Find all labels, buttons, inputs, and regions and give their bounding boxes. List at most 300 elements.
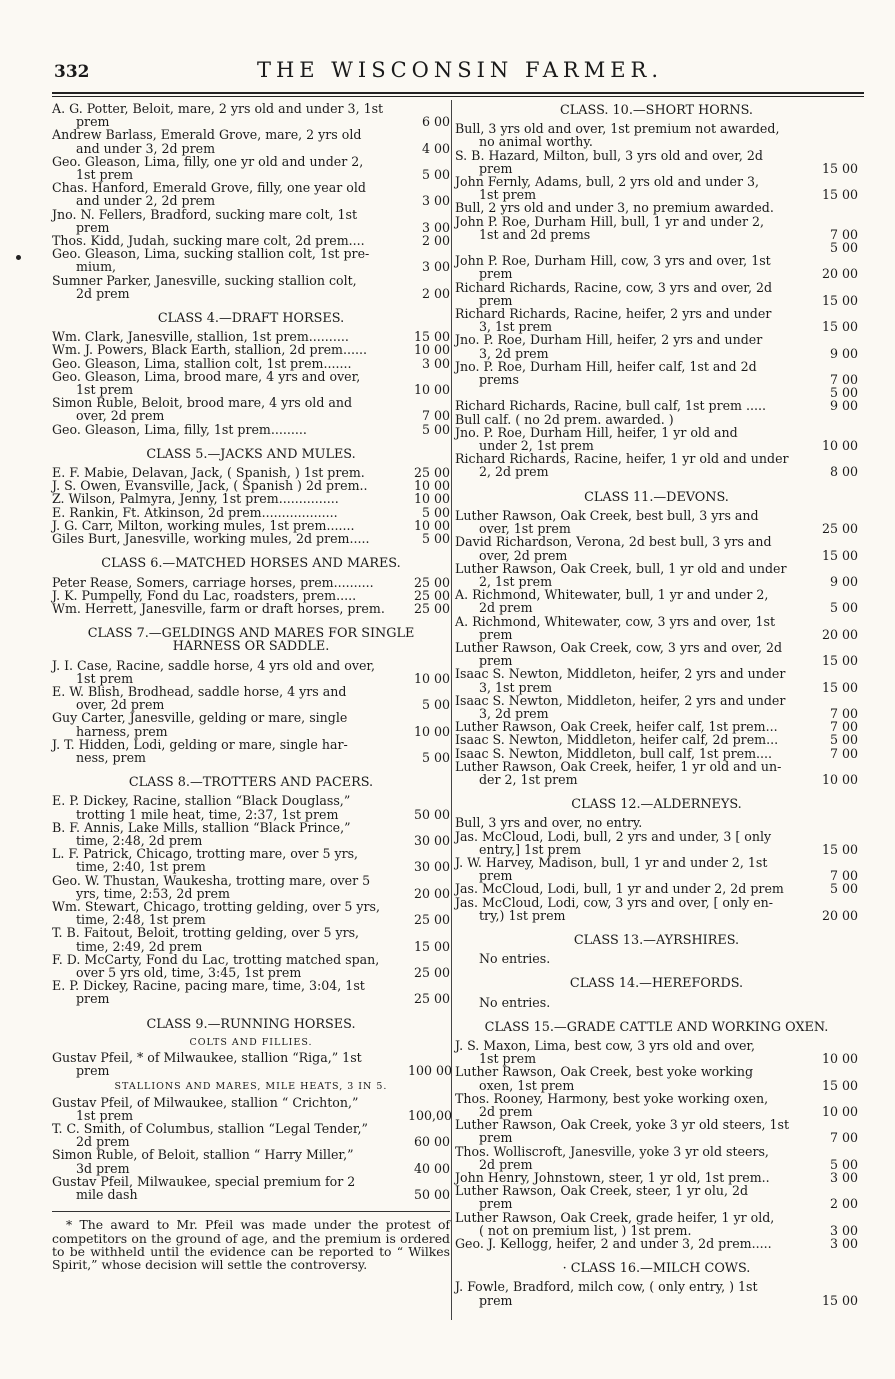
entry-continuation: prem — [479, 1130, 513, 1146]
entry-amount: 15 00 — [821, 187, 858, 203]
entry-amount: 10 00 — [413, 723, 450, 739]
class4-list — [52, 330, 450, 436]
entry-continuation: 2, 2d prem — [479, 464, 549, 480]
entry-text: John P. Roe, Durham Hill, cow, 3 yrs and over, 1st — [455, 253, 771, 269]
entry-text: Guy Carter, Janesville, gelding or mare, single — [52, 710, 348, 726]
entry-amount: 5 00 — [421, 167, 450, 183]
entry-amount: 10 00 — [413, 670, 450, 686]
entry-text: Isaac S. Newton, Middleton, heifer calf, 2d prem... — [455, 732, 779, 748]
entry-continuation: 1st prem — [76, 1107, 134, 1123]
footnote: * The award to Mr. Pfeil was made under the protest of competitors on the ground of age, and the premium is ordered to be withheld until the evidence can be reported to “ Wilkes Spirit,” whose decision will settle the controversy. — [52, 1217, 450, 1273]
class12-heading: CLASS 12.—ALDERNEYS. — [571, 797, 742, 813]
entry-continuation: time, 2:48, 2d prem — [76, 832, 203, 848]
entry-text: Gustav Pfeil, * of Milwaukee, stallion “Riga,” 1st — [52, 1050, 362, 1065]
entry-amount: 10 00 — [821, 1051, 858, 1067]
premium-entry — [455, 175, 858, 201]
premium-entry — [52, 1122, 450, 1148]
premium-entry — [52, 576, 450, 589]
premium-entry — [455, 747, 858, 760]
entry-continuation: mile dash — [76, 1187, 138, 1203]
entry-text: Geo. Gleason, Lima, sucking stallion colt, 1st pre- — [52, 246, 370, 262]
entry-text: Luther Rawson, Oak Creek, heifer, 1 yr old and un- — [455, 758, 782, 774]
entry-amount: 5 00 — [829, 600, 858, 616]
entry-text: Bull calf. ( no 2d prem. awarded. ) — [455, 411, 674, 427]
entry-text: Luther Rawson, Oak Creek, steer, 1 yr olu, 2d — [455, 1183, 749, 1199]
entry-text: Thos. Kidd, Judah, sucking mare colt, 2d prem.... — [52, 233, 365, 249]
entry-text: Gustav Pfeil, of Milwaukee, stallion “ Crichton,” — [52, 1094, 359, 1110]
entry-text: T. B. Faitout, Beloit, trotting gelding, over 5 yrs, — [52, 925, 360, 941]
premium-entry — [52, 128, 450, 154]
entry-text: Wm. Stewart, Chicago, trotting gelding, over 5 yrs, — [52, 898, 380, 914]
entry-text: John Henry, Johnstown, steer, 1 yr old, 1st prem.. — [455, 1170, 770, 1186]
premium-entry — [455, 413, 858, 426]
entry-text: Luther Rawson, Oak Creek, best yoke working — [455, 1064, 754, 1080]
entry-amount: 20 00 — [821, 626, 858, 642]
entry-text: J. T. Hidden, Lodi, gelding or mare, single har- — [52, 736, 348, 752]
entry-amount: 10 00 — [413, 342, 450, 358]
premium-entry — [455, 201, 858, 214]
entry-continuation: mium, — [76, 259, 117, 275]
entry-amount: 3 00 — [421, 193, 450, 209]
entry-amount: 2 00 — [421, 233, 450, 249]
premium-entry — [455, 615, 858, 641]
entry-continuation: and under 2, 2d prem — [76, 193, 216, 209]
class9-subheading-stallions: STALLIONS AND MARES, MILE HEATS, 3 IN 5. — [114, 1081, 388, 1093]
entry-amount: 10 00 — [413, 491, 450, 507]
premium-entry — [52, 711, 450, 737]
entry-continuation: 1st prem — [76, 382, 134, 398]
page-header — [0, 58, 895, 90]
entry-amount: 25 00 — [413, 964, 450, 980]
entry-continuation: der 2, 1st prem — [479, 771, 578, 787]
entry-amount: 5 00 — [829, 732, 858, 748]
entry-amount: 25 00 — [821, 521, 858, 537]
entry-continuation: over, 2d prem — [76, 408, 165, 424]
entry-continuation: 2, 1st prem — [479, 573, 553, 589]
entry-text: John Fernly, Adams, bull, 2 yrs old and under 3, — [455, 174, 760, 190]
premium-entry — [455, 882, 858, 895]
premium-entry — [52, 396, 450, 422]
premium-entry — [455, 509, 858, 535]
entry-continuation: 1st prem — [76, 167, 134, 183]
entry-amount: 5 00 — [421, 749, 450, 765]
entry-text: Simon Ruble, Beloit, brood mare, 4 yrs old and — [52, 395, 353, 411]
entry-continuation: prem — [479, 292, 513, 308]
entry-text: Geo. Gleason, Lima, filly, 1st prem......... — [52, 421, 307, 437]
entry-text: Giles Burt, Janesville, working mules, 2d prem..... — [52, 531, 370, 547]
entry-amount: 3 00 — [829, 1236, 858, 1252]
entry-continuation: over, 2d prem — [76, 697, 165, 713]
entry-text: Jno. P. Roe, Durham Hill, heifer calf, 1st and 2d — [455, 358, 757, 374]
premium-entry — [455, 307, 858, 333]
header-rule — [52, 92, 864, 94]
entry-continuation: time, 2:48, 1st prem — [76, 912, 206, 928]
premium-entry — [455, 667, 858, 693]
class14-heading: CLASS 14.—HEREFORDS. — [569, 976, 744, 992]
entry-amount: 10 00 — [413, 517, 450, 533]
entry-amount: 3 00 — [421, 259, 450, 275]
entry-amount: 20 00 — [821, 266, 858, 282]
class6-list — [52, 576, 450, 616]
entry-amount: 5 00 — [421, 531, 450, 547]
class15-heading: CLASS 15.—GRADE CATTLE AND WORKING OXEN. — [484, 1019, 829, 1035]
entry-amount: 5 00 — [421, 504, 450, 520]
premium-entry — [52, 685, 450, 711]
entry-text: E. F. Mabie, Delavan, Jack, ( Spanish, ) 1st prem. — [52, 465, 365, 481]
entry-continuation: prem — [479, 1292, 513, 1308]
premium-entry — [455, 360, 858, 400]
entry-continuation: over, 1st prem — [479, 521, 571, 537]
premium-entry — [455, 1118, 858, 1144]
class12-list — [455, 816, 858, 922]
entry-continuation: prem — [479, 653, 513, 669]
premium-entry — [455, 760, 858, 786]
entry-text: Bull, 3 yrs and over, no entry. — [455, 815, 643, 831]
entry-continuation: prem — [76, 991, 110, 1007]
entry-amount: 15 00 — [821, 160, 858, 176]
entry-amount: 7 00 — [829, 745, 858, 761]
entry-text: Jno. N. Fellers, Bradford, sucking mare colt, 1st — [52, 206, 358, 222]
entry-continuation: oxen, 1st prem — [479, 1077, 575, 1093]
entry-text: E. W. Blish, Brodhead, saddle horse, 4 yrs and — [52, 683, 347, 699]
premium-entry — [52, 979, 450, 1005]
premium-entry — [455, 588, 858, 614]
entry-amount: 7 00 — [829, 705, 858, 721]
class14-note: No entries. — [479, 994, 551, 1010]
entry-text: J. I. Case, Racine, saddle horse, 4 yrs old and over, — [52, 657, 376, 673]
entry-amount: 5 00 — [829, 1156, 858, 1172]
entry-continuation: time, 2:49, 2d prem — [76, 938, 203, 954]
entry-continuation: yrs, time, 2:53, 2d prem — [76, 885, 230, 901]
entry-text: Wm. Clark, Janesville, stallion, 1st prem.......... — [52, 329, 349, 345]
entry-amount-second: 5 00 — [829, 240, 858, 256]
premium-entry — [52, 274, 450, 300]
entry-amount: 15 00 — [821, 292, 858, 308]
class11-heading: CLASS 11.—DEVONS. — [584, 489, 729, 505]
entry-text: Luther Rawson, Oak Creek, cow, 3 yrs and over, 2d — [455, 639, 783, 655]
entry-text: Peter Rease, Somers, carriage horses, prem.......... — [52, 574, 374, 590]
class3-list — [52, 102, 450, 300]
entry-amount: 30 00 — [413, 859, 450, 875]
entry-amount: 15 00 — [821, 547, 858, 563]
entry-continuation: trotting 1 mile heat, time, 2:37, 1st prem — [76, 806, 339, 822]
premium-entry — [52, 738, 450, 764]
entry-amount: 7 00 — [829, 372, 858, 388]
entry-text: Jno. P. Roe, Durham Hill, heifer, 1 yr old and — [455, 424, 738, 440]
entry-continuation: 2d prem — [479, 1156, 533, 1172]
premium-entry — [52, 1050, 453, 1079]
premium-entry — [455, 1092, 858, 1118]
entry-text: Jas. McCloud, Lodi, cow, 3 yrs and over, [ only en- — [455, 894, 774, 910]
entry-text: Geo. J. Kellogg, heifer, 2 and under 3, 2d prem..... — [455, 1236, 772, 1252]
entry-amount: 7 00 — [421, 408, 450, 424]
entry-continuation: 2d prem — [479, 1104, 533, 1120]
entry-text: Geo. Gleason, Lima, filly, one yr old and under 2, — [52, 153, 364, 169]
premium-entry — [52, 423, 450, 436]
entry-amount: 50 00 — [413, 806, 450, 822]
entry-text: Jas. McCloud, Lodi, bull, 1 yr and under 2, 2d prem — [455, 881, 784, 897]
premium-entry — [52, 370, 450, 396]
premium-entry — [52, 506, 450, 519]
entry-amount: 60 00 — [413, 1134, 450, 1150]
entry-text: Luther Rawson, Oak Creek, bull, 1 yr old and under — [455, 560, 787, 576]
entry-continuation: no animal worthy. — [479, 134, 593, 150]
entry-text: Isaac S. Newton, Middleton, bull calf, 1st prem.... — [455, 745, 773, 761]
entry-continuation: and under 3, 2d prem — [76, 140, 216, 156]
entry-amount: 25 00 — [413, 600, 450, 616]
premium-entry — [455, 830, 858, 856]
class7-heading: CLASS 7.—GELDINGS AND MARES FOR SINGLE HARNESS OR SADDLE. — [87, 626, 415, 655]
class9-heading: CLASS 9.—RUNNING HORSES. — [146, 1016, 356, 1032]
entry-continuation: 3, 1st prem — [479, 679, 553, 695]
entry-amount: 15 00 — [821, 679, 858, 695]
entry-text: F. D. McCarty, Fond du Lac, trotting matched span, — [52, 951, 380, 967]
entry-continuation: prem — [479, 868, 513, 884]
entry-amount: 5 00 — [829, 881, 858, 897]
entry-continuation: ( not on premium list, ) 1st prem. — [479, 1222, 692, 1238]
premium-entry — [455, 535, 858, 561]
premium-entry — [455, 333, 858, 359]
premium-entry — [455, 215, 858, 255]
entry-amount: 10 00 — [821, 1104, 858, 1120]
entry-continuation: 1st prem — [479, 1051, 537, 1067]
margin-mark — [16, 255, 21, 260]
entry-continuation: 3, 2d prem — [479, 345, 549, 361]
entry-continuation: 3d prem — [76, 1160, 130, 1176]
class11-list — [455, 509, 858, 786]
entry-text: Bull, 3 yrs old and over, 1st premium not awarded, — [455, 121, 780, 137]
entry-text: Jno. P. Roe, Durham Hill, heifer, 2 yrs and under — [455, 332, 763, 348]
entry-text: L. F. Patrick, Chicago, trotting mare, over 5 yrs, — [52, 846, 359, 862]
premium-entry — [52, 155, 450, 181]
entry-amount: 25 00 — [413, 991, 450, 1007]
column-divider — [451, 100, 452, 1320]
entry-text: Luther Rawson, Oak Creek, grade heifer, 1 yr old, — [455, 1209, 775, 1225]
premium-entry — [52, 926, 450, 952]
premium-entry — [52, 181, 450, 207]
entry-continuation: entry,] 1st prem — [479, 841, 582, 857]
entry-text: B. F. Annis, Lake Mills, stallion “Black Prince,” — [52, 819, 351, 835]
entry-amount: 7 00 — [829, 868, 858, 884]
footnote-rule — [52, 1211, 450, 1212]
premium-entry — [52, 102, 450, 128]
premium-entry — [52, 343, 450, 356]
entry-amount: 50 00 — [413, 1187, 450, 1203]
entry-text: Richard Richards, Racine, cow, 3 yrs and over, 2d — [455, 279, 773, 295]
entry-amount: 20 00 — [413, 885, 450, 901]
entry-amount: 7 00 — [829, 1130, 858, 1146]
entry-text: A. Richmond, Whitewater, bull, 1 yr and under 2, — [455, 587, 769, 603]
entry-amount: 15 00 — [821, 1292, 858, 1308]
entry-amount: 40 00 — [413, 1160, 450, 1176]
entry-amount-second: 5 00 — [829, 385, 858, 401]
entry-amount: 9 00 — [829, 345, 858, 361]
premium-entry — [455, 562, 858, 588]
premium-entry — [455, 254, 858, 280]
premium-entry — [455, 641, 858, 667]
premium-entry — [455, 1237, 858, 1250]
premium-entry — [52, 532, 450, 545]
entry-continuation: try,) 1st prem — [479, 907, 566, 923]
premium-entry — [455, 426, 858, 452]
entry-text: Luther Rawson, Oak Creek, best bull, 3 yrs and — [455, 507, 759, 523]
entry-text: Isaac S. Newton, Middleton, heifer, 2 yrs and under — [455, 692, 786, 708]
entry-text: J. K. Pumpelly, Fond du Lac, roadsters, prem..... — [52, 587, 357, 603]
class13-heading: CLASS 13.—AYRSHIRES. — [573, 932, 740, 948]
premium-entry — [52, 847, 450, 873]
entry-amount: 6 00 — [421, 114, 450, 130]
class5-heading: CLASS 5.—JACKS AND MULES. — [146, 446, 356, 462]
entry-amount: 25 00 — [413, 465, 450, 481]
entry-amount: 10 00 — [821, 771, 858, 787]
entry-amount: 25 00 — [413, 574, 450, 590]
entry-amount: 5 00 — [421, 697, 450, 713]
entry-amount: 4 00 — [421, 140, 450, 156]
entry-text: E. P. Dickey, Racine, pacing mare, time, 3:04, 1st — [52, 978, 365, 994]
entry-text: Wm. Herrett, Janesville, farm or draft horses, prem. — [52, 600, 385, 616]
right-column — [455, 102, 858, 1307]
entry-text: Simon Ruble, of Beloit, stallion “ Harry Miller,” — [52, 1147, 354, 1163]
premium-entry — [455, 694, 858, 720]
premium-entry — [52, 659, 450, 685]
entry-text: Isaac S. Newton, Middleton, heifer, 2 yrs and under — [455, 666, 786, 682]
entry-text: Jas. McCloud, Lodi, bull, 2 yrs and under, 3 [ only — [455, 828, 772, 844]
class10-heading: CLASS. 10.—SHORT HORNS. — [560, 103, 753, 118]
class8-heading: CLASS 8.—TROTTERS AND PACERS. — [128, 775, 374, 791]
premium-entry — [455, 1145, 858, 1171]
premium-entry — [455, 1065, 858, 1091]
entry-text: Thos. Rooney, Harmony, best yoke working oxen, — [455, 1090, 769, 1106]
premium-entry — [455, 733, 858, 746]
entry-text: Geo. Gleason, Lima, brood mare, 4 yrs and over, — [52, 368, 361, 384]
entry-text: A. Richmond, Whitewater, cow, 3 yrs and over, 1st — [455, 613, 776, 629]
class7-list — [52, 659, 450, 765]
entry-amount: 7 00 — [829, 719, 858, 735]
entry-amount: 15 00 — [821, 841, 858, 857]
premium-entry — [52, 900, 450, 926]
class15-list — [455, 1039, 858, 1250]
premium-entry — [52, 874, 450, 900]
entry-amount: 9 00 — [829, 573, 858, 589]
entry-amount: 100,00 — [408, 1107, 453, 1123]
class5-list — [52, 466, 450, 545]
class6-heading: CLASS 6.—MATCHED HORSES AND MARES. — [101, 556, 401, 572]
class13-note: No entries. — [479, 951, 551, 967]
entry-text: Bull, 2 yrs old and under 3, no premium awarded. — [455, 200, 774, 216]
premium-entry — [455, 1280, 858, 1306]
class9-list-b — [52, 1094, 453, 1203]
entry-text: J. W. Harvey, Madison, bull, 1 yr and under 2, 1st — [455, 854, 768, 870]
entry-continuation: 1st and 2d prems — [479, 226, 591, 242]
premium-entry — [455, 399, 858, 412]
entry-text: Z. Wilson, Palmyra, Jenny, 1st prem............... — [52, 491, 339, 507]
entry-text: Geo. W. Thustan, Waukesha, trotting mare, over 5 — [52, 872, 371, 888]
entry-continuation: time, 2:40, 1st prem — [76, 859, 206, 875]
premium-entry — [455, 452, 858, 478]
entry-text: E. P. Dickey, Racine, stallion “Black Douglass,” — [52, 793, 351, 809]
premium-entry — [455, 1184, 858, 1210]
entry-text: J. G. Carr, Milton, working mules, 1st prem....... — [52, 517, 355, 533]
premium-entry — [52, 953, 450, 979]
left-column — [52, 101, 453, 1273]
entry-continuation: ness, prem — [76, 749, 146, 765]
class4-heading: CLASS 4.—DRAFT HORSES. — [157, 311, 345, 327]
premium-entry — [52, 794, 450, 820]
premium-entry — [52, 357, 450, 370]
entry-amount: 3 00 — [829, 1222, 858, 1238]
entry-text: Richard Richards, Racine, heifer, 1 yr old and under — [455, 451, 789, 467]
class8-list — [52, 794, 450, 1005]
premium-entry — [455, 149, 858, 175]
entry-amount: 3 00 — [829, 1170, 858, 1186]
entry-continuation: prem — [479, 266, 513, 282]
entry-continuation: 2d prem — [479, 600, 533, 616]
premium-entry — [52, 1175, 450, 1201]
entry-text: Gustav Pfeil, Milwaukee, special premium for 2 — [52, 1173, 356, 1189]
entry-continuation: prems — [479, 372, 519, 388]
entry-text: Geo. Gleason, Lima, stallion colt, 1st prem....... — [52, 355, 352, 371]
entry-text: Richard Richards, Racine, heifer, 2 yrs and under — [455, 306, 772, 322]
entry-continuation: prem — [76, 1063, 110, 1079]
entry-amount: 8 00 — [829, 464, 858, 480]
entry-text: J. S. Maxon, Lima, best cow, 3 yrs old and over, — [455, 1038, 756, 1053]
premium-entry — [52, 602, 450, 615]
entry-amount: 15 00 — [413, 329, 450, 345]
entry-text: A. G. Potter, Beloit, mare, 2 yrs old and under 3, 1st — [52, 101, 384, 116]
premium-entry — [455, 816, 858, 829]
entry-continuation: 2d prem — [76, 285, 130, 301]
entry-text: Luther Rawson, Oak Creek, heifer calf, 1st prem... — [455, 719, 778, 735]
entry-text: Chas. Hanford, Emerald Grove, filly, one year old — [52, 180, 366, 196]
class9-list-a — [52, 1050, 453, 1079]
entry-continuation: 3, 1st prem — [479, 319, 553, 335]
entry-text: Andrew Barlass, Emerald Grove, mare, 2 yrs old — [52, 127, 362, 143]
premium-entry — [455, 856, 858, 882]
class9-subheading-colts: COLTS AND FILLIES. — [189, 1036, 313, 1048]
entry-continuation: prem — [479, 1196, 513, 1212]
entry-amount: 15 00 — [821, 1077, 858, 1093]
entry-continuation: prem — [479, 160, 513, 176]
entry-amount: 100 00 — [408, 1063, 453, 1079]
entry-amount: 3 00 — [421, 219, 450, 235]
entry-text: Richard Richards, Racine, bull calf, 1st prem ..... — [455, 398, 767, 414]
premium-entry — [52, 1148, 450, 1174]
entry-text: T. C. Smith, of Columbus, stallion “Legal Tender,” — [52, 1121, 368, 1137]
entry-amount: 25 00 — [413, 587, 450, 603]
entry-amount: 2 00 — [421, 285, 450, 301]
premium-entry — [52, 208, 450, 234]
entry-continuation: 1st prem — [479, 187, 537, 203]
premium-entry — [455, 281, 858, 307]
entry-amount: 5 00 — [421, 421, 450, 437]
entry-text: John P. Roe, Durham Hill, bull, 1 yr and under 2, — [455, 213, 765, 229]
entry-amount: 25 00 — [413, 912, 450, 928]
class16-list — [455, 1280, 858, 1306]
entry-amount: 10 00 — [413, 478, 450, 494]
entry-amount: 7 00 — [829, 227, 858, 243]
entry-text: S. B. Hazard, Milton, bull, 3 yrs old and over, 2d — [455, 147, 763, 163]
page-number: 332 — [54, 62, 90, 82]
header-rule-thin — [52, 96, 864, 97]
entry-amount: 30 00 — [413, 832, 450, 848]
entry-amount: 2 00 — [829, 1196, 858, 1212]
entry-text: David Richardson, Verona, 2d best bull, 3 yrs and — [455, 534, 772, 550]
entry-amount: 20 00 — [821, 907, 858, 923]
entry-amount: 10 00 — [821, 438, 858, 454]
entry-amount: 9 00 — [829, 398, 858, 414]
entry-amount: 10 00 — [413, 382, 450, 398]
entry-text: J. S. Owen, Evansville, Jack, ( Spanish ) 2d prem.. — [52, 478, 368, 494]
